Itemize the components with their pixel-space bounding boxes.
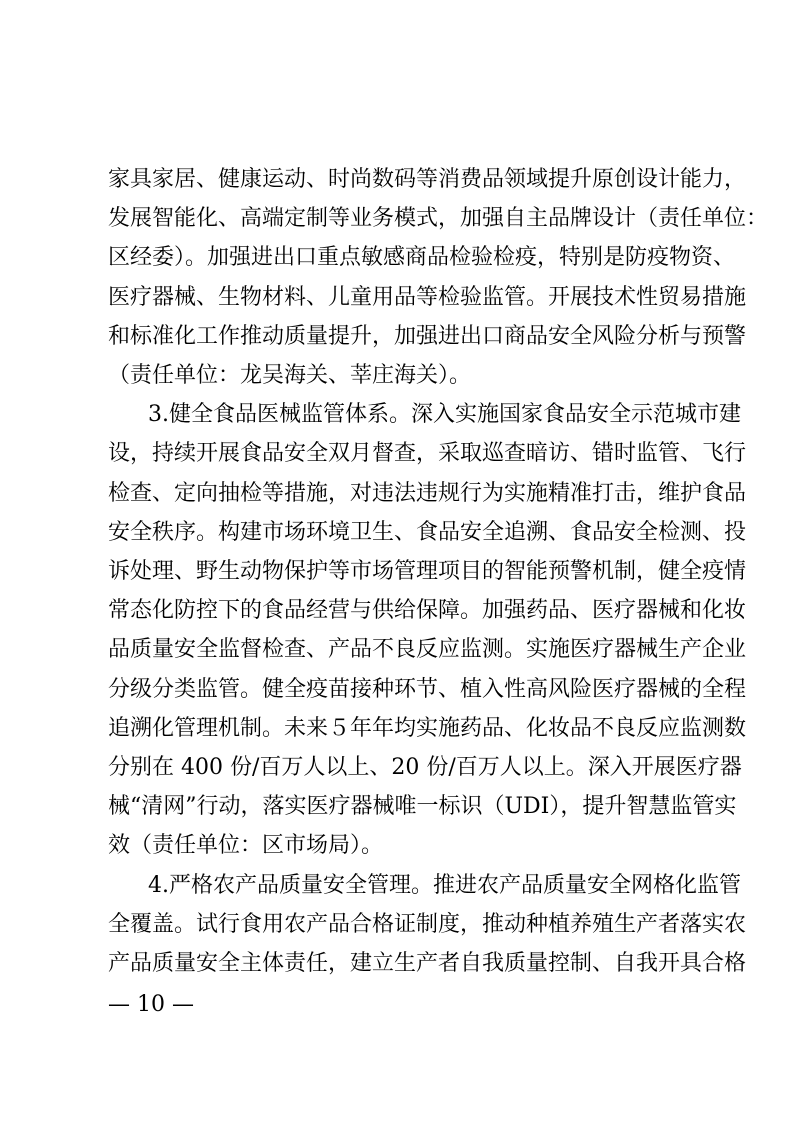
- text-line: 和标准化工作推动质量提升，加强进出口商品安全风险分析与预警: [108, 323, 747, 349]
- text-line: 械“清网”行动，落实医疗器械唯一标识（UDI），提升智慧监管实: [108, 794, 737, 820]
- section-heading-line: 4.严格农产品质量安全管理。推进农产品质量安全网格化监管: [148, 872, 741, 898]
- page-number: — 10 —: [108, 992, 194, 1018]
- text-line: 发展智能化、高端定制等业务模式，加强自主品牌设计（责任单位：: [108, 206, 769, 232]
- text-line: 家具家居、健康运动、时尚数码等消费品领域提升原创设计能力，: [108, 167, 747, 192]
- text-line: 全覆盖。试行食用农产品合格证制度，推动种植养殖生产者落实农: [108, 911, 747, 937]
- text-line: 追溯化管理机制。未来５年年均实施药品、化妆品不良反应监测数: [108, 715, 747, 741]
- text-line: 设，持续开展食品安全双月督查，采取巡查暗访、错时监管、飞行: [108, 441, 747, 467]
- text-line: 效（责任单位：区市场局）。: [108, 833, 384, 859]
- text-line: 品质量安全监督检查、产品不良反应监测。实施医疗器械生产企业: [108, 637, 747, 663]
- text-line: 常态化防控下的食品经营与供给保障。加强药品、医疗器械和化妆: [108, 598, 747, 624]
- text-line: （责任单位：龙吴海关、莘庄海关）。: [108, 363, 472, 388]
- text-line: 安全秩序。构建市场环境卫生、食品安全追溯、食品安全检测、投: [108, 519, 747, 545]
- text-line: 分别在 400 份/百万人以上、20 份/百万人以上。深入开展医疗器: [108, 755, 742, 780]
- text-line: 产品质量安全主体责任，建立生产者自我质量控制、自我开具合格: [108, 951, 747, 976]
- section-heading-line: 3.健全食品医械监管体系。深入实施国家食品安全示范城市建: [148, 402, 741, 428]
- text-line: 医疗器械、生物材料、儿童用品等检验监管。开展技术性贸易措施: [108, 284, 747, 310]
- text-line: 检查、定向抽检等措施，对违法违规行为实施精准打击，维护食品: [108, 480, 747, 506]
- text-line: 区经委）。加强进出口重点敏感商品检验检疫，特别是防疫物资、: [108, 245, 736, 271]
- text-line: 诉处理、野生动物保护等市场管理项目的智能预警机制，健全疫情: [108, 559, 747, 584]
- text-line: 分级分类监管。健全疫苗接种环节、植入性高风险医疗器械的全程: [108, 676, 747, 702]
